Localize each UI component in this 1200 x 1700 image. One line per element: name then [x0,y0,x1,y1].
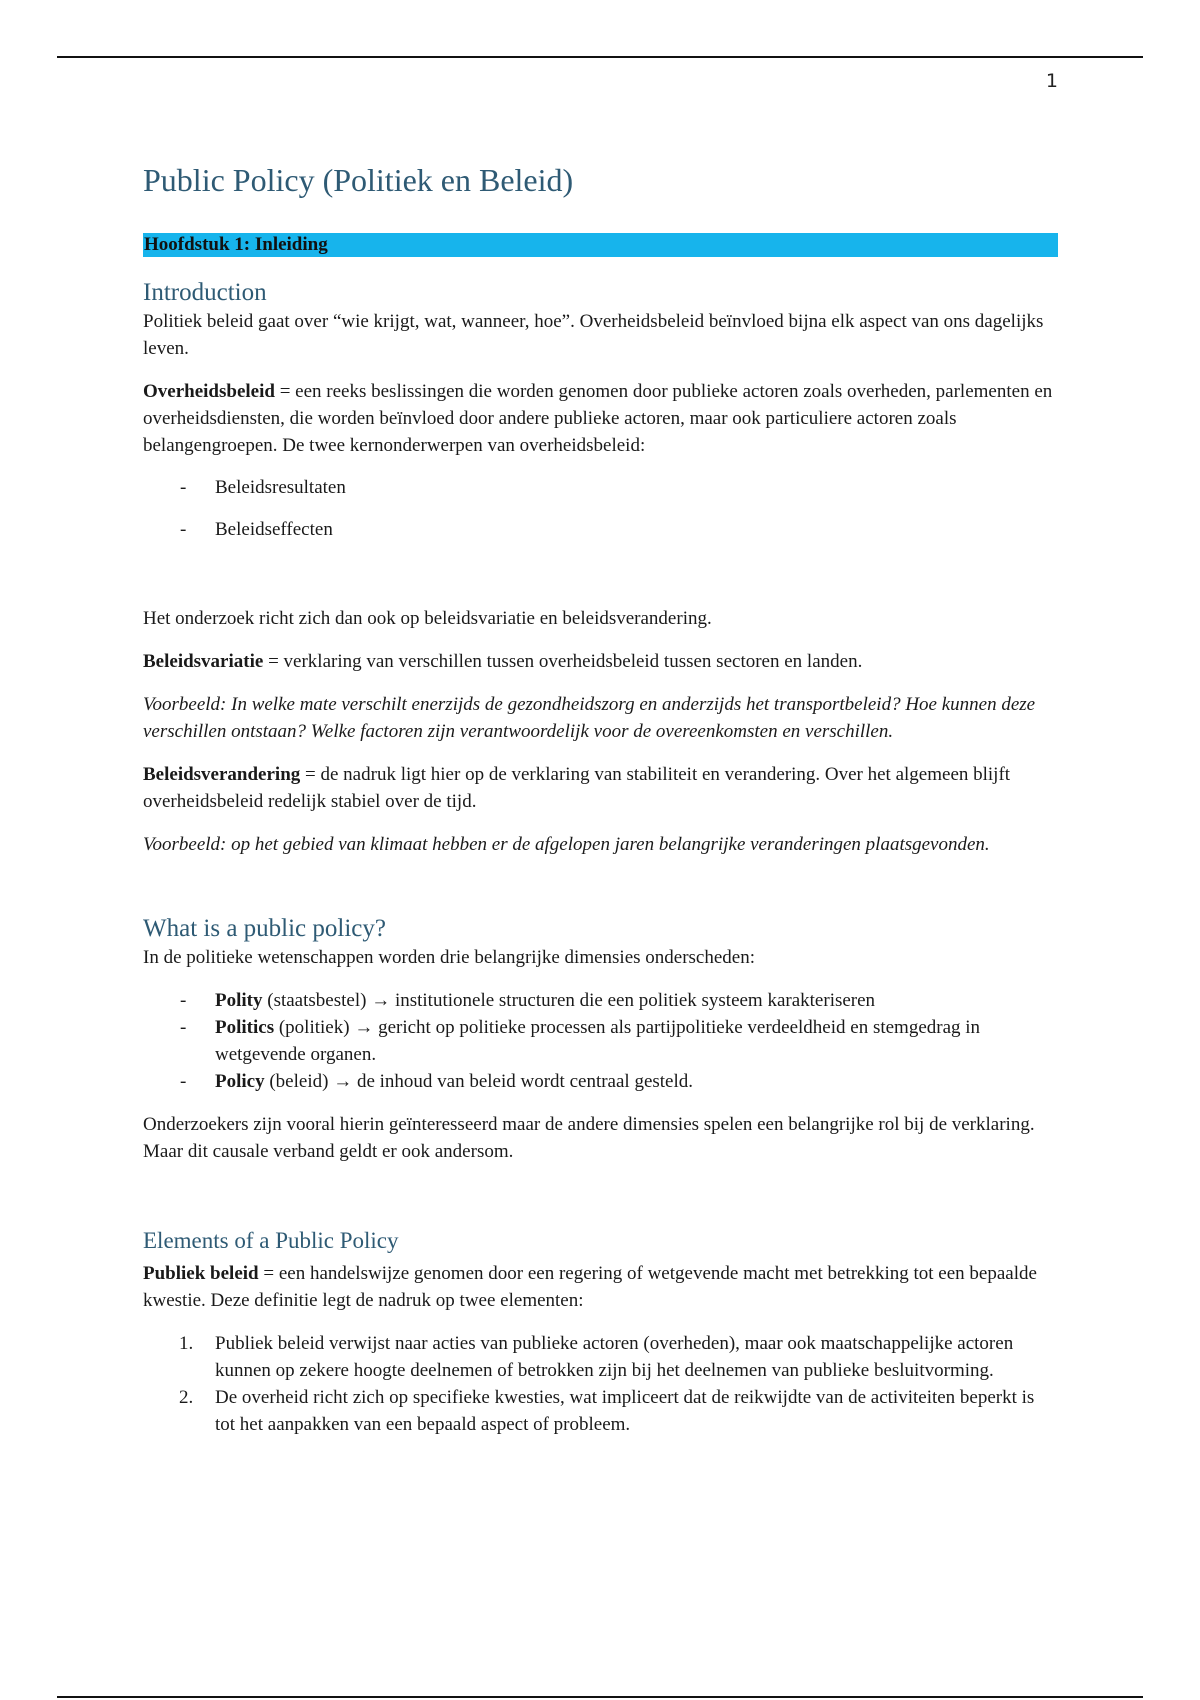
list-item: - Politics (politiek) → gericht op politieke processen als partijpolitieke verdeeldheid en stemgedrag in wetgevende organen. [143,1014,1058,1068]
definition-text: = een handelswijze genomen door een regering of wetgevende macht met betrekking tot een bepaalde kwestie. Deze definitie legt de nadruk op twee elementen: [143,1263,1037,1312]
dash-bullet: - [180,989,187,1011]
intro-paragraph: Politiek beleid gaat over “wie krijgt, wat, wanneer, hoe”. Overheidsbeleid beïnvloed bijna elk aspect van ons dagelijks leven. [143,310,1044,359]
dash-bullet: - [180,1070,187,1092]
document-body [143,160,1058,1438]
arrow-icon: → [333,1070,353,1092]
definition-text: = verklaring van verschillen tussen overheidsbeleid tussen sectoren en landen. [263,650,863,672]
elements-heading: Elements of a Public Policy [143,1227,399,1253]
dimensions-list [143,987,1058,1095]
list-item: - Beleidsresultaten [143,474,1058,501]
arrow-icon: → [354,1016,374,1038]
definition-publiek-beleid [143,1260,1058,1314]
definition-overheidsbeleid [143,378,1058,459]
what-closing-paragraph: Onderzoekers zijn vooral hierin geïnteresseerd maar de andere dimensies spelen een belangrijke rol bij de verklaring. Maar dit causale verband geldt er ook andersom. [143,1113,1035,1162]
dash-bullet: - [180,518,187,540]
term: Overheidsbeleid [143,380,275,402]
term: Beleidsvariatie [143,650,264,672]
example-paragraph: Voorbeeld: In welke mate verschilt enerzijds de gezondheidszorg en anderzijds het transportbeleid? Hoe kunnen deze verschillen ontstaan? Welke factoren zijn verantwoordelijk voor de overeenkomsten en verschillen. [143,693,1036,742]
definition-text: = de nadruk ligt hier op de verklaring van stabiliteit en verandering. Over het algemeen blijft overheidsbeleid redelijk stabiel over de tijd. [143,763,1011,812]
section-introduction [143,278,1058,858]
chapter-heading: Hoofdstuk 1: Inleiding [143,233,1058,257]
list-item: 1. Publiek beleid verwijst naar acties van publieke actoren (overheden), maar ook maatschappelijke actoren kunnen op zekere hoogte deelnemen of betrokken zijn bij het deelnemen van publieke besluitvorming. [179,1333,1014,1382]
document-title: Public Policy (Politiek en Beleid) [143,162,574,198]
definition-beleidsvariatie [143,648,1058,675]
list-item: - Beleidseffecten [143,516,1058,543]
header-rule [57,56,1143,58]
research-paragraph: Het onderzoek richt zich dan ook op beleidsvariatie en beleidsverandering. [143,607,712,629]
definition-beleidsverandering [143,761,1058,815]
core-topics-list [143,474,1058,543]
list-item: - Policy (beleid) → de inhoud van beleid wordt centraal gesteld. [143,1068,1058,1095]
what-is-heading: What is a public policy? [143,914,386,942]
example-paragraph: Voorbeeld: op het gebied van klimaat hebben er de afgelopen jaren belangrijke veranderingen plaatsgevonden. [143,833,990,855]
list-item: 2. De overheid richt zich op specifieke kwesties, wat impliceert dat de reikwijdte van de activiteiten beperkt is tot het aanpakken van een bepaald aspect of probleem. [179,1387,1035,1436]
dash-bullet: - [180,1016,187,1038]
arrow-icon: → [371,989,391,1011]
list-item: - Polity (staatsbestel) → institutionele structuren die een politiek systeem karakteriseren [143,987,1058,1014]
elements-list [143,1330,1058,1438]
what-lead-paragraph: In de politieke wetenschappen worden drie belangrijke dimensies onderscheden: [143,946,756,968]
term: Publiek beleid [143,1263,259,1285]
footer-rule [57,1696,1143,1698]
page-number: 1 [1045,70,1058,92]
section-what-is-public-policy [143,914,1058,1165]
dash-bullet: - [180,476,187,498]
definition-text: = een reeks beslissingen die worden genomen door publieke actoren zoals overheden, parlementen en overheidsdiensten, die worden beïnvloed door andere publieke actoren, maar ook particuliere actoren zoals belangengroepen. De twee kernonderwerpen van overheidsbeleid: [143,380,1053,456]
section-elements [143,1227,1058,1439]
term: Beleidsverandering [143,763,301,785]
introduction-heading: Introduction [143,278,267,306]
